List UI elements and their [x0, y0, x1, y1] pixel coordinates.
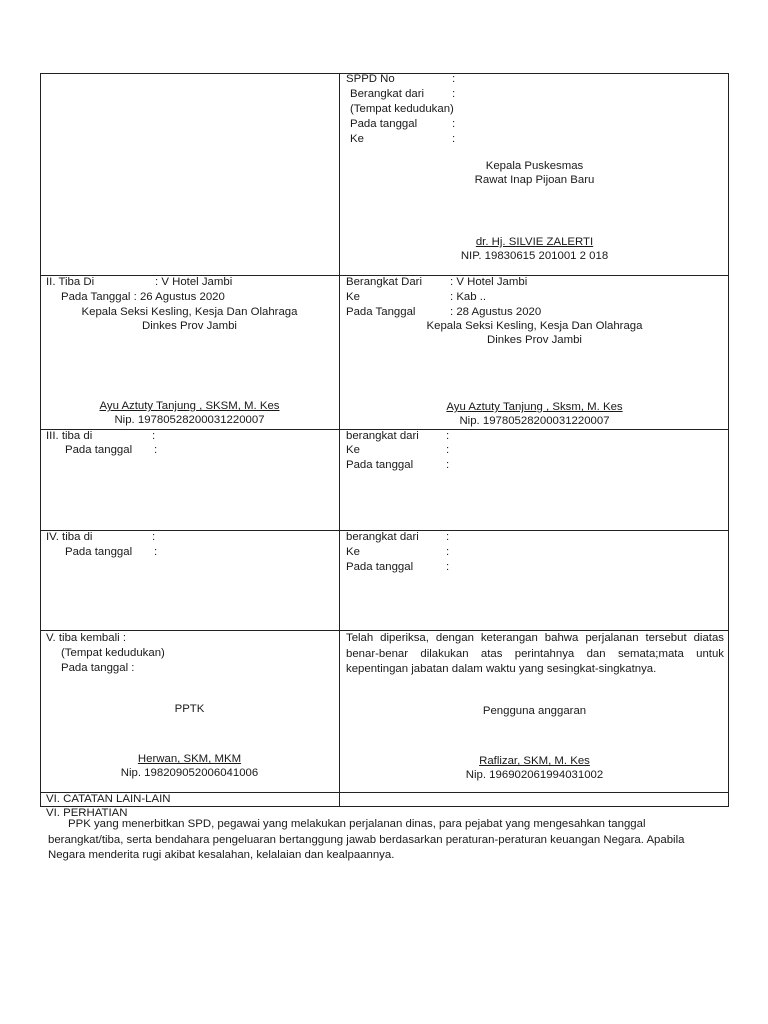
signatory-nip: Nip. 19780528200031220007 [114, 414, 265, 426]
perhatian-body: PPK yang menerbitkan SPD, pegawai yang melakukan perjalanan dinas, para pejabat yang mengesahkan tanggal berangkat/tiba, serta bendahara pengeluaran bertanggung jawab berdasarkan peraturan-peraturan keuangan Negara. Apabila Negara menderita rugi akibat kesalahan, kelalaian dan kealpaannya. [48, 818, 685, 861]
perhatian-label: VI. PERHATIAN [46, 807, 128, 819]
ke-colon: : [446, 444, 450, 456]
pada-tanggal-value: : 28 Agustus 2020 [450, 306, 542, 318]
signatory-nip: Nip. 19780528200031220007 [459, 415, 610, 427]
berangkat-dari-label: Berangkat dari [350, 88, 425, 100]
official-unit: Rawat Inap Pijoan Baru [474, 174, 595, 186]
official-unit: Dinkes Prov Jambi [487, 334, 582, 346]
pada-tanggal-label: Pada tanggal : [61, 662, 135, 674]
berangkat-dari-label: Berangkat Dari [346, 276, 422, 288]
ke-colon: : [446, 546, 450, 558]
tiba-kembali-label: V. tiba kembali : [46, 632, 126, 644]
ke-colon: : [452, 133, 456, 145]
signatory-nip: Nip. 198209052006041006 [120, 767, 259, 779]
pada-tanggal-label: Pada tanggal [65, 546, 133, 558]
official-unit: Dinkes Prov Jambi [142, 320, 237, 332]
tiba-di-label: III. tiba di [46, 430, 93, 442]
tiba-di-colon: : [152, 430, 156, 442]
signatory-name: dr. Hj. SILVIE ZALERTI [475, 236, 594, 248]
pptk-role: PPTK [174, 703, 205, 715]
ke-value: : Kab .. [450, 291, 487, 303]
signatory-name: Raflizar, SKM, M. Kes [479, 755, 590, 767]
sppd-no-label: SPPD No [346, 73, 395, 85]
ke-label: Ke [346, 444, 360, 456]
berangkat-dari-colon: : [446, 531, 450, 543]
ke-label: Ke [346, 291, 360, 303]
official-title: Kepala Puskesmas [485, 160, 584, 172]
berangkat-dari-colon: : [452, 88, 456, 100]
berangkat-dari-label: berangkat dari [346, 430, 419, 442]
tiba-di-label: IV. tiba di [46, 531, 93, 543]
pada-tanggal-label: Pada tanggal [350, 118, 418, 130]
signatory-nip: NIP. 19830615 201001 2 018 [460, 250, 609, 262]
tempat-kedudukan: (Tempat kedudukan) [350, 103, 454, 115]
pada-tanggal-colon: : [154, 546, 158, 558]
pada-tanggal-line: Pada Tanggal : 26 Agustus 2020 [61, 291, 225, 303]
tempat-kedudukan: (Tempat kedudukan) [61, 647, 165, 659]
signatory-name: Ayu Aztuty Tanjung , SKSM, M. Kes [99, 400, 280, 412]
pada-tanggal-label: Pada tanggal [346, 459, 414, 471]
pada-tanggal-colon: : [446, 561, 450, 573]
pada-tanggal-label: Pada tanggal [65, 444, 133, 456]
ke-label: Ke [350, 133, 364, 145]
tiba-di-value: : V Hotel Jambi [155, 276, 233, 288]
tiba-di-label: II. Tiba Di [46, 276, 95, 288]
pada-tanggal-label: Pada Tanggal [346, 306, 416, 318]
official-title: Kepala Seksi Kesling, Kesja Dan Olahraga [81, 306, 298, 318]
berangkat-dari-value: : V Hotel Jambi [450, 276, 528, 288]
tiba-di-colon: : [152, 531, 156, 543]
pada-tanggal-colon: : [446, 459, 450, 471]
pada-tanggal-label: Pada tanggal [346, 561, 414, 573]
pada-tanggal-colon: : [154, 444, 158, 456]
berangkat-dari-colon: : [446, 430, 450, 442]
pada-tanggal-colon: : [452, 118, 456, 130]
berangkat-dari-label: berangkat dari [346, 531, 419, 543]
signatory-name: Ayu Aztuty Tanjung , Sksm, M. Kes [446, 401, 623, 413]
sppd-no-colon: : [452, 73, 456, 85]
catatan-lain-label: VI. CATATAN LAIN-LAIN [46, 793, 171, 805]
official-title: Kepala Seksi Kesling, Kesja Dan Olahraga [426, 320, 643, 332]
signatory-nip: Nip. 196902061994031002 [465, 769, 604, 781]
verification-statement: Telah diperiksa, dengan keterangan bahwa perjalanan tersebut diatas benar-benar dilakukan atas perintahnya dan semata;mata untuk kepentingan jabatan dalam waktu yang sesingkat-singkatnya. [346, 632, 724, 675]
signatory-name: Herwan, SKM, MKM [137, 753, 242, 765]
pengguna-anggaran-role: Pengguna anggaran [482, 705, 587, 717]
ke-label: Ke [346, 546, 360, 558]
